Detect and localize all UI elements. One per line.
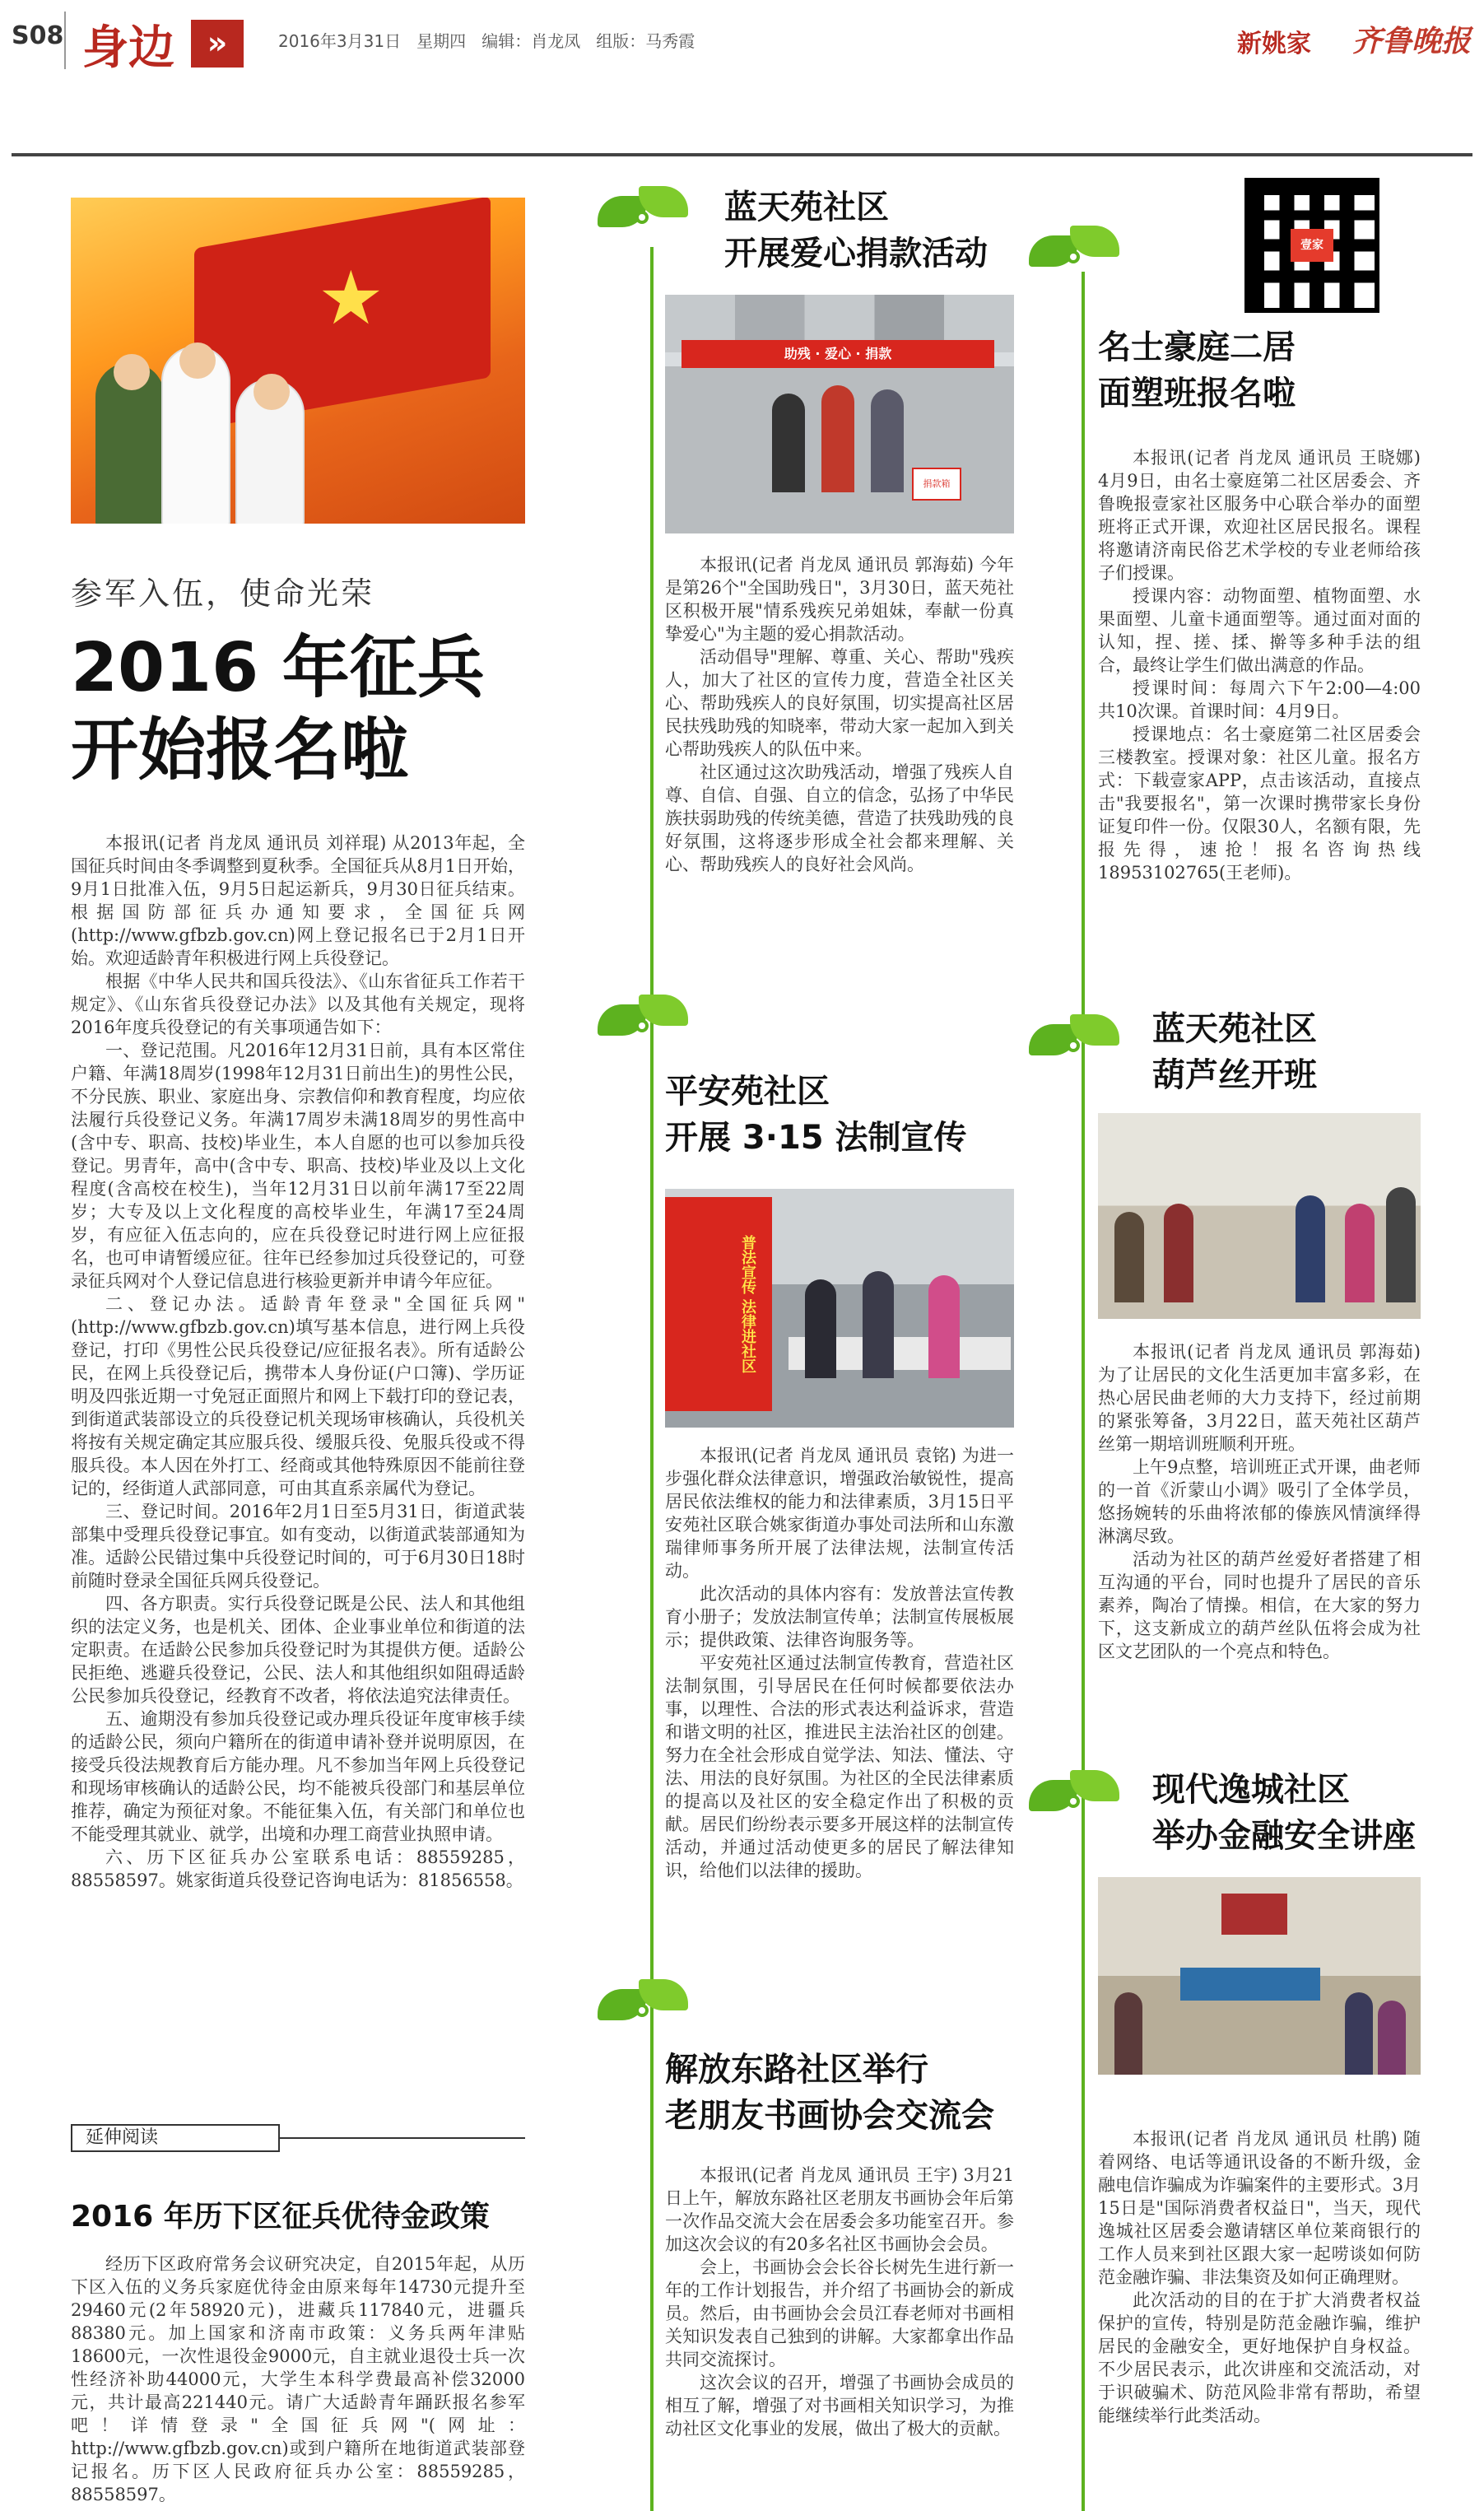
recruitment-poster-image — [71, 198, 525, 524]
lead-paragraph: 一、登记范围。凡2016年12月31日前，具有本区常住户籍、年满18周岁(1998年12月31日前出生)的男性公民，不分民族、职业、家庭出身、宗教信仰和教育程度，均应依法履行兵役登记义务。年满17周岁未满18周岁的男性高中(含中专、职高、技校)毕业生，本人自愿的也可以参加兵役登记。男青年，高中(含中专、职高、技校)毕业及以上文化程度(含高校在校生)，当年12月31日以前年满17至22周岁；大专及以上文化程度的高校毕业生，年满17至24周岁，有应征入伍志向的，应在兵役登记时进行网上应征报名，也可申请暂缓应征。往年已经参加过兵役登记的，可登录征兵网对个人登记信息进行核验更新并申请今年应征。 — [71, 1041, 525, 1291]
extended-title: 2016 年历下区征兵优待金政策 — [71, 2200, 490, 2234]
lead-kicker: 参军入伍，使命光荣 — [71, 575, 375, 612]
donation-box: 捐款箱 — [912, 468, 961, 501]
lead-headline-line-1: 2016 年征兵 — [71, 629, 485, 707]
story-mshj-title: 名士豪庭二居 面塑班报名啦 — [1098, 328, 1296, 412]
lead-paragraph: 六、历下区征兵办公室联系电话：88559285，88558597。姚家街道兵役登记咨询电话为：81856558。 — [71, 1847, 525, 1890]
story-paragraph: 本报讯(记者 肖龙凤 通讯员 郭海茹) 为了让居民的文化生活更加丰富多彩，在热心居民曲老师的大力支持下，经过前期的紧张筹备，3月22日，蓝天苑社区葫芦丝第一期培训班顺利开班。 — [1098, 1342, 1421, 1454]
lead-headline — [71, 627, 485, 792]
story-lty-body — [1098, 1340, 1421, 1663]
story-xdyc-body — [1098, 2127, 1421, 2427]
story-paragraph: 授课内容：动物面塑、植物面塑、水果面塑、儿童卡通面塑等。通过面对面的认知，捏、搓、揉、擀等多种手法的组合，最终让学生们做出满意的作品。 — [1098, 586, 1421, 675]
person-figure — [1114, 1992, 1142, 2075]
extended-paragraph: 经历下区政府常务会议研究决定，自2015年起，从历下区入伍的义务兵家庭优待金由原来每年14730元提升至29460元(2年58920元)，进藏兵117840元，进疆兵88380元。加上国家和济南市政策：义务兵两年津贴18600元，一次性退役金9000元，自主就业退役士兵一次性经济补助44000元，大学生本科学费最高补偿32000元，共计最高221440元。请广大适龄青年踊跃报名参军吧！详情登录"全国征兵网"(网址：http://www.gfbzb.gov.cn)或到户籍所在地街道武装部登记报名。历下区人民政府征兵办公室：88559285，88558597。 — [71, 2254, 525, 2504]
story-paragraph: 本报讯(记者 肖龙凤 通讯员 袁铭) 为进一步强化群众法律意识，增强政治敏锐性，提高居民依法维权的能力和法律素质，3月15日平安苑社区联合姚家街道办事处司法所和山东激瑞律师事务所开展了法律法规，法制宣传活动。 — [665, 1446, 1014, 1581]
hulusi-class-photo — [1098, 1113, 1421, 1319]
lead-headline-line-2: 开始报名啦 — [71, 711, 409, 790]
story-paragraph: 活动为社区的葫芦丝爱好者搭建了相互沟通的平台，同时也提升了居民的音乐素养，陶冶了情操。相信，在大家的努力下，这支新成立的葫芦丝队伍将会成为社区文艺团队的一个亮点和特色。 — [1098, 1549, 1421, 1661]
brand-label: 新姚家 — [1237, 30, 1311, 58]
star-icon: ★ — [318, 255, 384, 342]
story-paragraph: 社区通过这次助残活动，增强了残疾人自尊、自信、自强、自立的信念，弘扬了中华民族扶弱助残的传统美德，营造了扶残助残的良好氛围，这将逐步形成全社会都来理解、关心、帮助残疾人的良好社会风尚。 — [665, 762, 1014, 874]
story-ltt-title: 蓝天苑社区 开展爱心捐款活动 — [724, 189, 988, 273]
page-header — [0, 0, 1484, 82]
leaf-icon — [1029, 1011, 1119, 1064]
story-paragraph: 上午9点整，培训班正式开课，曲老师的一首《沂蒙山小调》吸引了全体学员，悠扬婉转的乐曲将浓郁的傣族风情演绎得淋漓尽致。 — [1098, 1457, 1421, 1546]
qr-logo: 壹家 — [1291, 229, 1333, 262]
story-lty-title: 蓝天苑社区 葫芦丝开班 — [1152, 1010, 1317, 1094]
finance-lecture-photo — [1098, 1877, 1421, 2075]
story-paragraph: 这次会议的召开，增强了书画协会成员的相互了解，增强了对书画相关知识学习，为推动社区文化事业的发展，做出了极大的贡献。 — [665, 2373, 1014, 2439]
story-paragraph: 授课时间：每周六下午2:00—4:00 共10次课。首课时间：4月9日。 — [1098, 678, 1421, 721]
soldier-face — [114, 354, 150, 390]
newspaper-logo: 齐鲁晚报 — [1351, 24, 1471, 58]
person-figure — [772, 394, 805, 492]
person-figure — [1164, 1204, 1193, 1302]
story-ltt-body — [665, 553, 1014, 876]
story-mshj-body — [1098, 446, 1421, 884]
person-figure — [821, 385, 854, 492]
lead-paragraph: 三、登记时间。2016年2月1日至5月31日，街道武装部集中受理兵役登记事宜。如有变动，以街道武装部通知为准。适龄公民错过集中兵役登记时间的，可于6月30日18时前随时登录全国征兵网兵役登记。 — [71, 1502, 525, 1591]
story-paragraph: 活动倡导"理解、尊重、关心、帮助"残疾人，加大了社区的宣传力度，营造全社区关心、帮助残疾人的良好氛围，切实提高社区居民扶残助残的知晓率，带动大家一起加入到关心帮助残疾人的队伍中来。 — [665, 647, 1014, 759]
legal-publicity-photo — [665, 1189, 1014, 1428]
red-display-board: 普法宣传 法律进社区 — [665, 1197, 772, 1411]
header-divider — [64, 12, 66, 69]
person-figure — [1386, 1187, 1416, 1302]
story-paragraph: 本报讯(记者 肖龙凤 通讯员 郭海茹) 今年是第26个"全国助残日"，3月30日，蓝天苑社区积极开展"情系残疾兄弟姐妹，奉献一份真挚爱心"为主题的爱心捐款活动。 — [665, 555, 1014, 644]
lead-paragraph: 五、逾期没有参加兵役登记或办理兵役证年度审核手续的适龄公民，须向户籍所在的街道申请补登并说明原因，在接受兵役法规教育后方能办理。凡不参加当年网上兵役登记和现场审核确认的适龄公民，均不能被兵役部门和基层单位推荐，确定为预征对象。不能征集入伍，有关部门和单位也不能受理其就业、就学，出境和办理工商营业执照申请。 — [71, 1709, 525, 1844]
lead-paragraph: 二、登记办法。适龄青年登录"全国征兵网"(http://www.gfbzb.gov.cn)填写基本信息，进行网上兵役登记，打印《男性公民兵役登记/应征报名表》。所有适龄公民，在网上兵役登记后，携带本人身份证(户口簿)、学历证明及四张近期一寸免冠正面照片和网上下载打印的登记表，到街道武装部设立的兵役登记机关现场审核确认，兵役机关将按有关规定确定其应服兵役、缓服兵役、免服兵役或不得服兵役。本人因在外打工、经商或其他特殊原因不能前往登记的，经街道人武部同意，可由其直系亲属代为登记。 — [71, 1294, 525, 1498]
story-pay-title: 平安苑社区 开展 3·15 法制宣传 — [665, 1073, 967, 1157]
story-paragraph: 本报讯(记者 肖龙凤 通讯员 杜鹃) 随着网络、电话等通讯设备的不断升级，金融电信诈骗成为诈骗案件的主要形式。3月15日是"国际消费者权益日"，当天，现代逸城社区居委会邀请辖区单位莱商银行的工作人员来到社区跟大家一起唠谈如何防范金融诈骗、非法集资及如何正确理财。 — [1098, 2129, 1421, 2287]
green-timeline-line — [1082, 272, 1085, 2511]
extended-reading-label: 延伸阅读 — [71, 2124, 280, 2152]
person-figure — [1345, 1992, 1373, 2075]
lead-paragraph: 四、各方职责。实行兵役登记既是公民、法人和其他组织的法定义务，也是机关、团体、企业事业单位和街道的法定职责。在适龄公民参加兵役登记时为其提供方便。适龄公民拒绝、逃避兵役登记，公民、法人和其他组织如阻碍适龄公民参加兵役登记，经教育不改者，将依法追究法律责任。 — [71, 1594, 525, 1706]
person-figure — [871, 389, 904, 492]
red-banner: 助残 · 爱心 · 捐款 — [682, 340, 994, 368]
table — [1180, 1968, 1320, 2001]
leaf-icon — [1029, 1767, 1119, 1819]
leaf-icon — [598, 183, 688, 235]
story-paragraph: 此次活动的目的在于扩大消费者权益保护的宣传，特别是防范金融诈骗，维护居民的金融安全，更好地保护自身权益。不少居民表示，此次讲座和交流活动，对于识破骗术、防范风险非常有帮助，希望能继续举行此类活动。 — [1098, 2290, 1421, 2425]
story-jfd-title: 解放东路社区举行 老朋友书画协会交流会 — [665, 2051, 994, 2135]
person-figure — [805, 1279, 836, 1378]
leaf-icon — [598, 1976, 688, 2029]
person-figure — [1378, 2001, 1406, 2075]
green-timeline-line — [650, 247, 654, 2511]
lead-body — [71, 832, 525, 1892]
story-paragraph: 平安苑社区通过法制宣传教育，营造社区法制氛围，引导居民在任何时候都要依法办事，以理性、合法的形式表达利益诉求，营造和谐文明的社区，推进民主法治社区的创建。努力在全社会形成自觉学法、知法、懂法、守法、用法的良好氛围。为社区的全民法律素质的提高以及社区的安全稳定作出了积极的贡献。居民们纷纷表示要多开展这样的法制宣传活动，并通过活动使更多的居民了解法律知识，给他们以法律的援助。 — [665, 1653, 1014, 1880]
lead-paragraph: 根据《中华人民共和国兵役法》、《山东省征兵工作若干规定》、《山东省兵役登记办法》以及其他有关规定，现将2016年度兵役登记的有关事项通告如下： — [71, 971, 525, 1037]
section-arrow-icon: » — [191, 20, 244, 68]
soldier-face — [254, 374, 290, 410]
leaf-icon — [1029, 222, 1119, 275]
person-figure — [1345, 1204, 1375, 1302]
person-figure — [1296, 1195, 1325, 1302]
person-figure — [928, 1275, 960, 1378]
story-paragraph: 授课地点：名士豪庭第二社区居委会三楼教室。授课对象：社区儿童。报名方式：下载壹家APP，点击该活动，直接点击"我要报名"，第一次课时携带家长身份证复印件一份。仅限30人，名额有限，先报先得，速抢！报名咨询热线18953102765(王老师)。 — [1098, 724, 1421, 883]
story-jfd-body — [665, 2164, 1014, 2440]
person-figure — [1114, 1212, 1144, 1302]
section-title: 身边 — [82, 21, 174, 75]
donation-photo — [665, 295, 1014, 533]
story-paragraph: 会上，书画协会会长谷长树先生进行新一年的工作计划报告，并介绍了书画协会的新成员。然后，由书画协会会员江春老师对书画相关知识发表自己独到的讲解。大家都拿出作品共同交流探讨。 — [665, 2257, 1014, 2369]
issue-meta: 2016年3月31日 星期四 编辑：肖龙凤 组版：马秀霞 — [278, 31, 695, 51]
header-rule — [12, 153, 1472, 156]
wall-poster — [1221, 1894, 1287, 1935]
soldier-face — [179, 342, 216, 379]
story-paragraph: 本报讯(记者 肖龙凤 通讯员 王晓娜) 4月9日，由名士豪庭第二社区居委会、齐鲁晚报壹家社区服务中心联合举办的面塑班将正式开课，欢迎社区居民报名。课程将邀请济南民俗艺术学校的专业老师给孩子们授课。 — [1098, 448, 1421, 583]
story-paragraph: 本报讯(记者 肖龙凤 通讯员 王宇) 3月21日上午，解放东路社区老朋友书画协会年后第一次作品交流大会在居委会多功能室召开。参加这次会议的有20多名社区书画协会会员。 — [665, 2165, 1014, 2254]
lead-paragraph: 本报讯(记者 肖龙凤 通讯员 刘祥琨) 从2013年起，全国征兵时间由冬季调整到夏秋季。全国征兵从8月1日开始，9月1日批准入伍，9月5日起运新兵，9月30日征兵结束。根据国防部征兵办通知要求，全国征兵网(http://www.gfbzb.gov.cn)网上登记报名已于2月1日开始。欢迎适龄青年积极进行网上兵役登记。 — [71, 833, 525, 968]
page-number: S08 — [12, 21, 64, 50]
story-pay-body — [665, 1444, 1014, 1882]
qr-code — [1244, 178, 1379, 313]
extended-rule — [280, 2137, 525, 2139]
story-xdyc-title: 现代逸城社区 举办金融安全讲座 — [1152, 1771, 1416, 1855]
extended-body — [71, 2252, 525, 2506]
story-paragraph: 此次活动的具体内容有：发放普法宣传教育小册子；发放法制宣传单；法制宣传展板展示；提供政策、法律咨询服务等。 — [665, 1584, 1014, 1650]
leaf-icon — [598, 991, 688, 1044]
person-figure — [863, 1271, 894, 1378]
